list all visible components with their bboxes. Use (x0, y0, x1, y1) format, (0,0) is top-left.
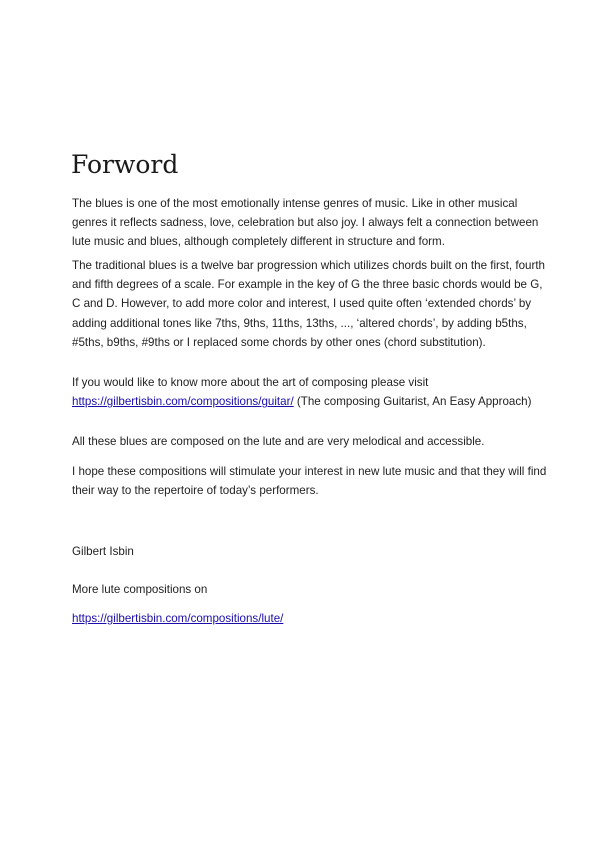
paragraph-traditional-blues: The traditional blues is a twelve bar progression which utilizes chords built on the first, fourth and fifth degrees of a scale. For example in the key of G the three basic chords would be G, C and D. However, to add more color and interest, I used quite often ‘extended chords’ by adding additional tones like 7ths, 9ths, 11ths, 13ths, ..., ‘altered chords’, by adding b5ths, #5ths, b9ths, #9ths or I replaced some chords by other ones (chord substitution). (72, 259, 546, 349)
paragraph-closing: I hope these compositions will stimulate your interest in new lute music and that they will find their way to the repertoire of today’s performers. (72, 465, 547, 498)
author-signature: Gilbert Isbin (72, 545, 134, 558)
lute-compositions-line (72, 609, 552, 628)
more-compositions-label: More lute compositions on (72, 583, 208, 596)
paragraph-intro: The blues is one of the most emotionally intense genres of music. Like in other musical genres it reflects sadness, love, celebration but also joy. I always felt a connection between lute music and blues, although completely different in structure and form. (72, 197, 539, 249)
composing-info-lead: If you would like to know more about the art of composing please visit (72, 376, 429, 389)
guitar-compositions-link[interactable]: https://gilbertisbin.com/compositions/guitar/ (72, 395, 294, 409)
paragraph-composed-on-lute: All these blues are composed on the lute and are very melodical and accessible. (72, 435, 485, 448)
page-title: Forword (71, 150, 179, 179)
composing-info-tail: (The composing Guitarist, An Easy Approach) (296, 395, 532, 409)
lute-compositions-link[interactable]: https://gilbertisbin.com/compositions/lute/ (72, 612, 284, 625)
paragraph-composing-info (72, 373, 552, 411)
